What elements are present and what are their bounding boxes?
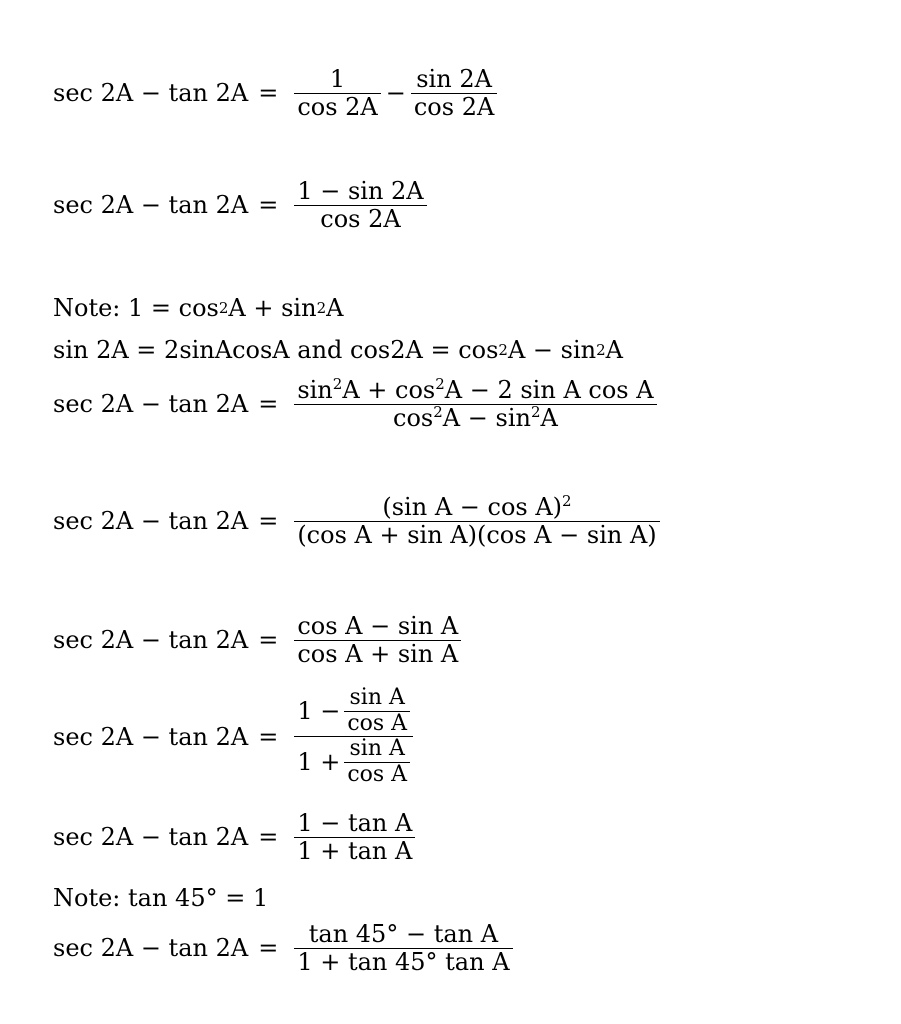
equation-lhs: sec 2A − tan 2A [53, 934, 249, 963]
equation-step-2 [53, 178, 427, 233]
note-text: sin 2A = 2sinAcosA and cos2A = cos [53, 336, 499, 364]
equation-lhs: sec 2A − tan 2A [53, 79, 249, 108]
note-text: A [326, 294, 344, 322]
denominator: 1 + tan 45° tan A [297, 947, 510, 976]
numerator: 1 − sin 2A [297, 177, 424, 205]
numerator: 1 − tan A [297, 809, 413, 837]
equation-step-3 [53, 377, 657, 432]
numerator: $\sin^2A + \cos^2A - 2$ sin A cos A [297, 375, 654, 404]
equation-step-1 [53, 66, 497, 121]
equation-lhs: sec 2A − tan 2A [53, 626, 249, 655]
equals-sign: = [258, 934, 279, 963]
denominator: 1 + $\frac{\text{sin A}}{\text{cos A}}$ [294, 737, 413, 787]
equation-lhs: sec 2A − tan 2A [53, 722, 249, 751]
equals-sign: = [258, 191, 279, 220]
denominator: 1 + tan A [297, 836, 413, 865]
inner-fraction: $\frac{\text{sin A}}{\text{cos A}}$ [344, 737, 410, 787]
fraction [294, 178, 426, 233]
fraction [294, 377, 656, 432]
fraction [411, 66, 497, 121]
fraction [294, 810, 415, 865]
equation-step-8 [53, 921, 513, 976]
equation-step-4 [53, 494, 660, 549]
fraction [294, 921, 512, 976]
denominator: cos 2A [413, 92, 495, 121]
fraction [294, 66, 380, 121]
note-text: Note: tan 45° = 1 [53, 884, 269, 912]
denominator: $\cos^2A - \sin^2A$ [393, 402, 558, 432]
note-text: A + sin [228, 294, 317, 322]
minus-operator: − [385, 79, 406, 108]
fraction [294, 494, 659, 549]
equation-lhs: sec 2A − tan 2A [53, 191, 249, 220]
numerator: sin 2A [416, 65, 492, 93]
numerator: 1 − $\frac{\text{sin A}}{\text{cos A}}$ [294, 686, 413, 736]
equation-lhs: sec 2A − tan 2A [53, 823, 249, 852]
denominator: (cos A + sin A)(cos A − sin A) [297, 520, 657, 549]
note-text: A [605, 336, 623, 364]
fraction [294, 613, 461, 668]
numerator: cos A − sin A [297, 612, 459, 640]
compound-fraction [294, 686, 413, 788]
note-tan45 [53, 884, 268, 912]
inner-fraction: $\frac{\text{sin A}}{\text{cos A}}$ [344, 686, 410, 736]
note-double-angle: sin 2A = 2sinAcosA and cos2A = cos 2 A − sin 2 A [53, 336, 623, 364]
equals-sign: = [258, 823, 279, 852]
numerator: (sin A − cos A)$^2$ [382, 492, 572, 521]
equals-sign: = [258, 507, 279, 536]
equation-step-7 [53, 810, 415, 865]
equals-sign: = [258, 722, 279, 751]
numerator: tan 45° − tan A [308, 920, 499, 948]
numerator: 1 [329, 65, 346, 93]
equation-step-5 [53, 613, 461, 668]
note-text: A − sin [507, 336, 597, 364]
denominator: cos 2A [320, 204, 401, 233]
equals-sign: = [258, 390, 279, 419]
equals-sign: = [258, 79, 279, 108]
equation-step-6 [53, 686, 413, 788]
note-identity: Note: 1 = cos 2 A + sin 2 A [53, 294, 344, 322]
denominator: cos 2A [297, 92, 378, 121]
denominator: cos A + sin A [297, 639, 459, 668]
equation-lhs: sec 2A − tan 2A [53, 390, 249, 419]
equals-sign: = [258, 626, 279, 655]
note-text: Note: 1 = cos [53, 294, 219, 322]
equation-lhs: sec 2A − tan 2A [53, 507, 249, 536]
